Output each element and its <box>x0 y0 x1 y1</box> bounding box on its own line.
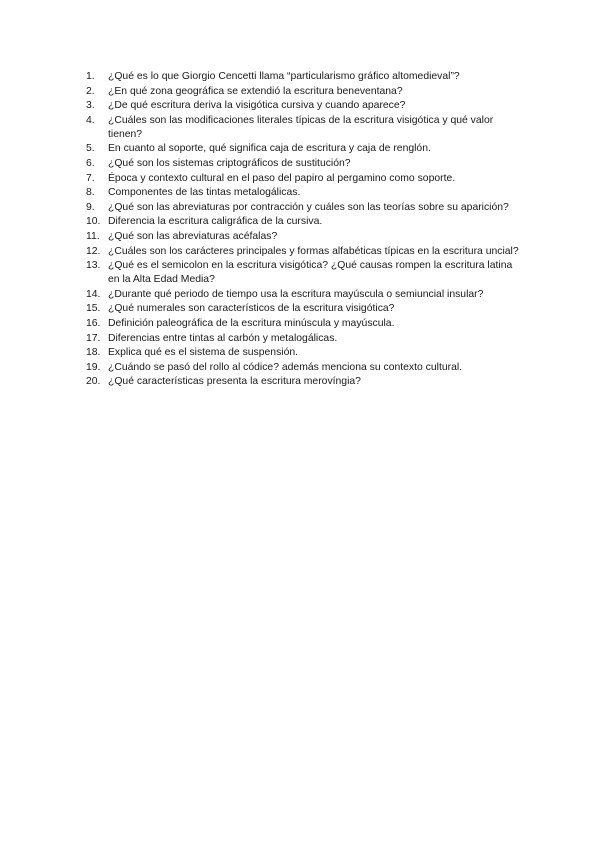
question-number: 3. <box>86 100 95 112</box>
question-number: 16. <box>86 317 101 329</box>
question-number: 15. <box>86 303 101 315</box>
list-item <box>86 361 526 375</box>
question-text: ¿Qué son las abreviaturas acéfalas? <box>108 230 278 242</box>
question-text: Diferencias entre tintas al carbón y metalogálicas. <box>108 332 338 344</box>
question-text: ¿Qué numerales son característicos de la escritura visigótica? <box>108 303 395 315</box>
list-item <box>86 375 526 389</box>
question-text: Explica qué es el sistema de suspensión. <box>108 347 299 359</box>
list-item <box>86 259 526 287</box>
question-text: Diferencia la escritura caligráfica de la cursiva. <box>108 216 323 228</box>
question-number: 13. <box>86 260 101 272</box>
question-text: ¿Qué características presenta la escritura merovíngia? <box>108 376 361 388</box>
question-text: En cuanto al soporte, qué significa caja de escritura y caja de renglón. <box>108 143 431 155</box>
question-text: ¿Qué es el semicolon en la escritura visigótica? ¿Qué causas rompen la escritura latina en la Alta Edad Media? <box>108 260 513 286</box>
question-text: ¿Cuándo se pasó del rollo al códice? además menciona su contexto cultural. <box>108 361 463 373</box>
list-item <box>86 346 526 360</box>
question-number: 1. <box>86 71 95 82</box>
question-number: 4. <box>86 114 95 126</box>
question-text: Componentes de las tintas metalogálicas. <box>108 187 301 199</box>
list-item <box>86 215 526 229</box>
question-text: ¿Qué es lo que Giorgio Cencetti llama “particularismo gráfico altomedieval”? <box>108 71 460 82</box>
question-text: ¿En qué zona geográfica se extendió la escritura beneventana? <box>108 85 403 97</box>
question-number: 9. <box>86 201 95 213</box>
question-text: ¿Durante qué periodo de tiempo usa la escritura mayúscula o semiuncial insular? <box>108 288 484 300</box>
list-item <box>86 142 526 156</box>
question-number: 8. <box>86 187 95 199</box>
question-text: Definición paleográfica de la escritura minúscula y mayúscula. <box>108 317 395 329</box>
question-text: ¿Qué son las abreviaturas por contracción y cuáles son las teorías sobre su aparición? <box>108 201 509 213</box>
list-item <box>86 172 526 186</box>
question-number: 11. <box>86 230 100 242</box>
list-item <box>86 332 526 346</box>
question-number: 18. <box>86 347 101 359</box>
question-number: 12. <box>86 245 101 257</box>
question-number: 6. <box>86 157 95 169</box>
question-number: 17. <box>86 332 101 344</box>
question-number: 10. <box>86 216 101 228</box>
list-item <box>86 99 526 113</box>
question-text: Época y contexto cultural en el paso del papiro al pergamino como soporte. <box>108 172 456 184</box>
list-item <box>86 186 526 200</box>
list-item <box>86 85 526 99</box>
question-number: 2. <box>86 85 95 97</box>
question-text: ¿Cuáles son las modificaciones literales típicas de la escritura visigótica y qué valor tienen? <box>108 114 494 140</box>
question-number: 7. <box>86 172 95 184</box>
list-item <box>86 157 526 171</box>
list-item <box>86 114 526 142</box>
question-text: ¿Cuáles son los carácteres principales y formas alfabéticas típicas en la escritura uncial? <box>108 245 519 257</box>
question-number: 20. <box>86 376 101 388</box>
question-text: ¿Qué son los sistemas criptográficos de sustitución? <box>108 157 351 169</box>
list-item <box>86 317 526 331</box>
question-list <box>86 70 526 390</box>
question-number: 19. <box>86 361 101 373</box>
list-item <box>86 288 526 302</box>
question-text: ¿De qué escritura deriva la visigótica cursiva y cuando aparece? <box>108 100 406 112</box>
question-number: 5. <box>86 143 95 155</box>
list-item <box>86 245 526 259</box>
list-item <box>86 201 526 215</box>
list-item <box>86 70 526 84</box>
list-item <box>86 302 526 316</box>
list-item <box>86 230 526 244</box>
question-number: 14. <box>86 288 101 300</box>
